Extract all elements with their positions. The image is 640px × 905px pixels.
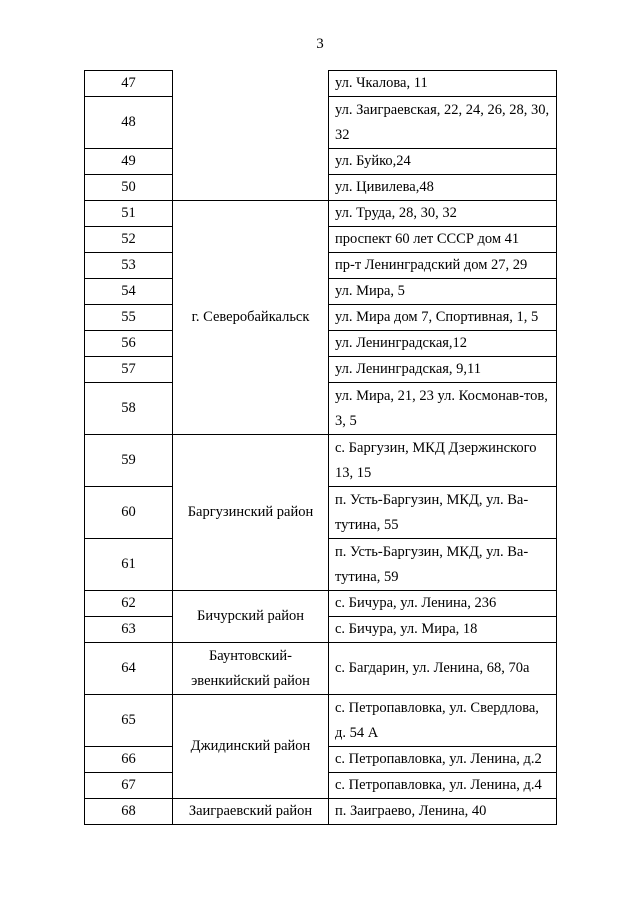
address-cell: п. Усть-Баргузин, МКД, ул. Ва-тутина, 59 [329,539,557,591]
row-number: 53 [85,253,173,279]
page-number: 3 [316,36,324,52]
row-number: 47 [85,71,173,97]
row-number: 60 [85,487,173,539]
address-cell: ул. Заиграевская, 22, 24, 26, 28, 30, 32 [329,97,557,149]
row-number: 67 [85,773,173,799]
row-number: 68 [85,799,173,825]
row-number: 59 [85,435,173,487]
address-cell: с. Бичура, ул. Мира, 18 [329,617,557,643]
address-cell: с. Петропавловка, ул. Ленина, д.4 [329,773,557,799]
address-table [84,70,557,825]
row-number: 56 [85,331,173,357]
address-cell: п. Усть-Баргузин, МКД, ул. Ва-тутина, 55 [329,487,557,539]
row-number: 65 [85,695,173,747]
table-row [85,643,557,695]
row-number: 49 [85,149,173,175]
row-number: 55 [85,305,173,331]
address-cell: с. Багдарин, ул. Ленина, 68, 70а [329,643,557,695]
address-cell: ул. Буйко,24 [329,149,557,175]
row-number: 48 [85,97,173,149]
district-cell: Джидинский район [173,695,329,799]
address-cell: с. Петропавловка, ул. Ленина, д.2 [329,747,557,773]
address-cell: проспект 60 лет СССР дом 41 [329,227,557,253]
address-cell: ул. Ленинградская, 9,11 [329,357,557,383]
address-cell: пр-т Ленинградский дом 27, 29 [329,253,557,279]
table-row [85,799,557,825]
district-cell [173,71,329,201]
row-number: 64 [85,643,173,695]
address-cell: с. Бичура, ул. Ленина, 236 [329,591,557,617]
row-number: 52 [85,227,173,253]
address-cell: п. Заиграево, Ленина, 40 [329,799,557,825]
table-row [85,201,557,227]
address-cell: ул. Мира дом 7, Спортивная, 1, 5 [329,305,557,331]
address-cell: ул. Мира, 5 [329,279,557,305]
row-number: 58 [85,383,173,435]
district-cell: г. Северобайкальск [173,201,329,435]
address-cell: ул. Труда, 28, 30, 32 [329,201,557,227]
district-cell: Бичурский район [173,591,329,643]
row-number: 61 [85,539,173,591]
table-row [85,695,557,747]
address-cell: с. Петропавловка, ул. Свердлова, д. 54 А [329,695,557,747]
row-number: 66 [85,747,173,773]
row-number: 63 [85,617,173,643]
row-number: 54 [85,279,173,305]
row-number: 57 [85,357,173,383]
address-cell: ул. Мира, 21, 23 ул. Космонав-тов, 3, 5 [329,383,557,435]
row-number: 51 [85,201,173,227]
table-row [85,435,557,487]
address-cell: ул. Ленинградская,12 [329,331,557,357]
district-cell: Баргузинский район [173,435,329,591]
address-cell: ул. Чкалова, 11 [329,71,557,97]
row-number: 50 [85,175,173,201]
address-cell: с. Баргузин, МКД Дзержинского 13, 15 [329,435,557,487]
district-cell: Баунтовский-эвенкийский район [173,643,329,695]
row-number: 62 [85,591,173,617]
table-row [85,591,557,617]
table-row [85,71,557,97]
district-cell: Заиграевский район [173,799,329,825]
address-cell: ул. Цивилева,48 [329,175,557,201]
